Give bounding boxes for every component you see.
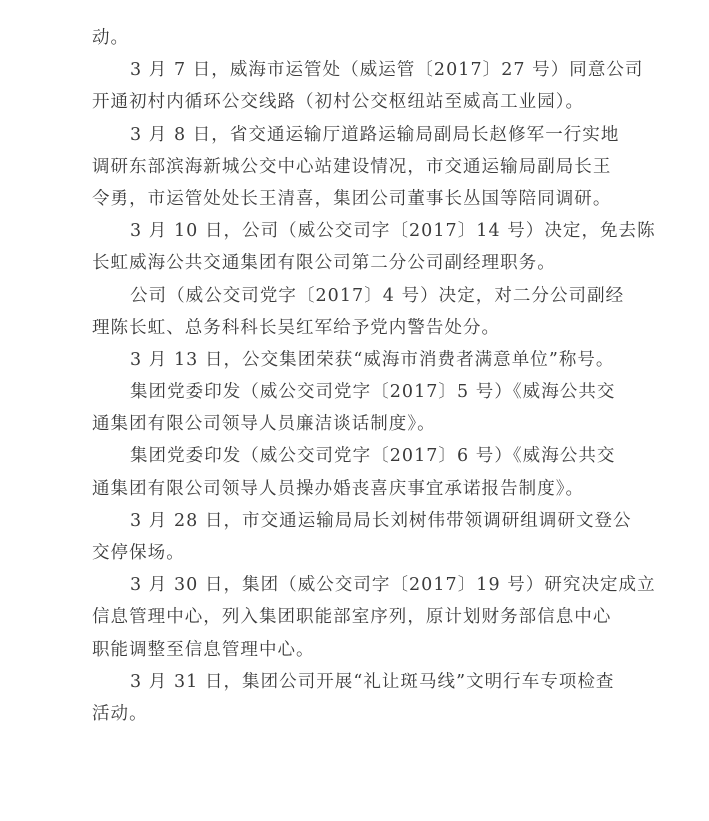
- text-line: 令勇，市运管处处长王清喜，集团公司董事长丛国等陪同调研。: [92, 188, 612, 209]
- text-line: 3 月 28 日，市交通运输局局长刘树伟带领调研组调研文登公: [130, 510, 632, 531]
- text-line: 调研东部滨海新城公交中心站建设情况，市交通运输局副局长王: [92, 156, 612, 177]
- text-line: 动。: [92, 28, 130, 48]
- text-line: 通集团有限公司领导人员廉洁谈话制度》。: [92, 414, 436, 435]
- text-line: 3 月 8 日，省交通运输厅道路运输局副局长赵修军一行实地: [130, 124, 620, 145]
- text-line: 集团党委印发（威公交司党字〔2017〕5 号）《威海公共交: [130, 382, 616, 403]
- text-line: 理陈长虹、总务科科长吴红军给予党内警告处分。: [92, 317, 501, 338]
- text-line: 公司（威公交司党字〔2017〕4 号）决定，对二分公司副经: [130, 285, 625, 306]
- text-line: 3 月 10 日，公司（威公交司字〔2017〕14 号）决定，免去陈: [130, 221, 656, 242]
- text-line: 3 月 30 日，集团（威公交司字〔2017〕19 号）研究决定成立: [130, 575, 656, 596]
- text-line: 3 月 31 日，集团公司开展“礼让斑马线”文明行车专项检查: [130, 671, 615, 692]
- text-line: 信息管理中心，列入集团职能部室序列，原计划财务部信息中心: [92, 607, 612, 628]
- text-line: 开通初村内循环公交线路（初村公交枢纽站至威高工业园）。: [92, 92, 585, 113]
- text-line: 集团党委印发（威公交司党字〔2017〕6 号）《威海公共交: [130, 446, 616, 467]
- text-line: 通集团有限公司领导人员操办婚丧喜庆事宜承诺报告制度》。: [92, 478, 585, 499]
- text-line: 3 月 7 日，威海市运管处（威运管〔2017〕27 号）同意公司: [130, 60, 644, 81]
- text-line: 长虹威海公共交通集团有限公司第二分公司副经理职务。: [92, 253, 556, 274]
- text-line: 职能调整至信息管理中心。: [92, 639, 315, 660]
- text-line: 活动。: [92, 703, 148, 724]
- text-line: 交停保场。: [92, 543, 185, 563]
- text-line: 3 月 13 日，公交集团荣获“威海市消费者满意单位”称号。: [130, 349, 615, 370]
